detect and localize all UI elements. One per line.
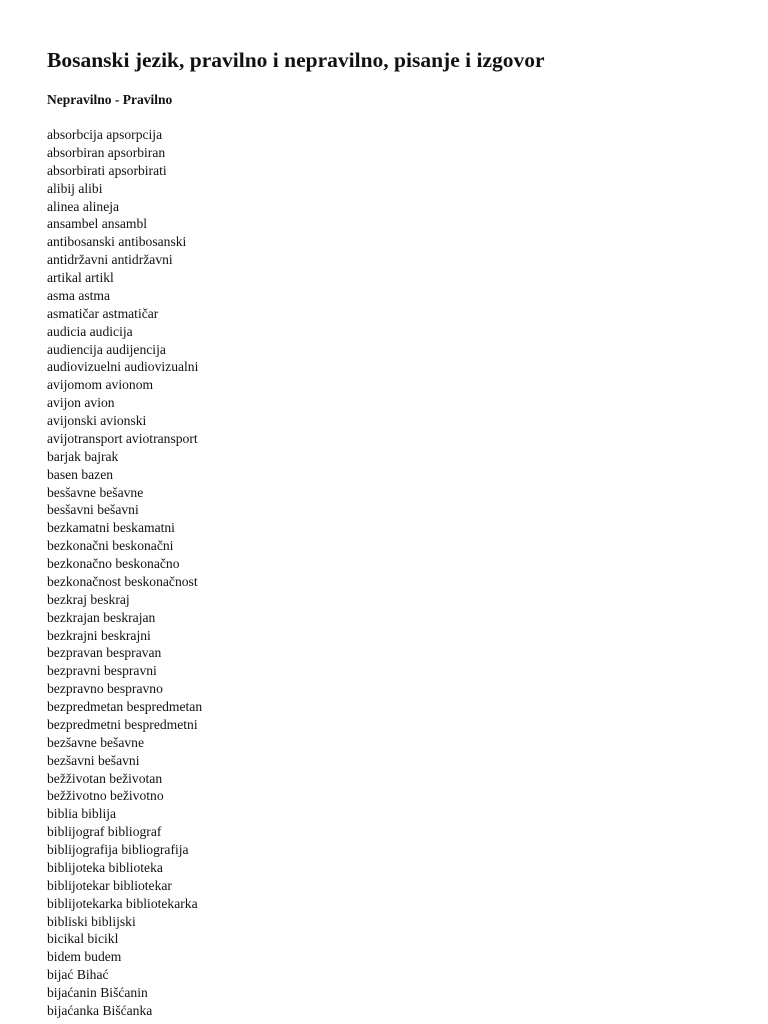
word-list-item: biblijotekarka bibliotekarka — [47, 895, 198, 911]
word-list-item: bidem budem — [47, 949, 122, 965]
word-list-item: bibliski biblijski — [47, 913, 136, 929]
word-list-item: bezkonačno beskonačno — [47, 556, 180, 571]
word-list-item: audiovizuelni audiovizualni — [47, 359, 199, 375]
word-list-item: avijotransport aviotransport — [47, 430, 198, 446]
word-list-item: barjak bajrak — [47, 448, 119, 464]
word-list-item: basen bazen — [47, 466, 114, 482]
word-list-item: antibosanski antibosanski — [47, 234, 187, 250]
word-list-item: bijaćanin Bišćanin — [47, 985, 148, 1000]
word-list-item: biblia biblija — [47, 806, 117, 822]
word-list-item: biblijograf bibliograf — [47, 824, 162, 840]
word-list-item: bežživotno beživotno — [47, 788, 164, 804]
word-list-item: audiencija audijencija — [47, 341, 166, 357]
word-list-item: absorbiran apsorbiran — [47, 144, 166, 160]
word-list-item: avijonski avionski — [47, 413, 147, 428]
word-list-item: asmatičar astmatičar — [47, 305, 159, 321]
word-list-item: antidržavni antidržavni — [47, 252, 173, 268]
word-list-item: bezšavne bešavne — [47, 734, 144, 750]
word-list-item: asma astma — [47, 287, 111, 303]
word-list-item: biblijotekar bibliotekar — [47, 877, 172, 893]
word-list-item: bezpredmetan bespredmetan — [47, 699, 203, 714]
word-list-item: alinea alineja — [47, 198, 120, 214]
word-list-item: alibij alibi — [47, 180, 103, 196]
word-list-item: bicikal bicikl — [47, 931, 119, 947]
word-list-item: absorbirati apsorbirati — [47, 162, 167, 178]
word-list-item: bijaćanka Bišćanka — [47, 1002, 153, 1018]
word-list-item: besšavni bešavni — [47, 502, 139, 518]
document-title: Bosanski jezik, pravilno i nepravilno, pisanje i izgovor — [47, 48, 545, 72]
word-list-item: besšavne bešavne — [47, 484, 144, 500]
word-list-item: bezpravni bespravni — [47, 663, 157, 679]
word-list-item: bezkonačni beskonačni — [47, 538, 174, 554]
word-list-item: bezpravno bespravno — [47, 681, 163, 697]
word-list-item: audicia audicija — [47, 323, 133, 339]
word-list-item: bezpravan bespravan — [47, 645, 162, 661]
word-list-item: bezkamatni beskamatni — [47, 520, 175, 536]
word-list-item: ansambel ansambl — [47, 216, 148, 232]
document-subtitle: Nepravilno - Pravilno — [47, 92, 173, 107]
word-list-item: bezkraj beskraj — [47, 591, 130, 607]
word-list-item: avijon avion — [47, 395, 115, 411]
word-list-item: avijomom avionom — [47, 377, 154, 393]
word-list — [47, 126, 202, 1020]
word-list-item: bijać Bihać — [47, 967, 109, 983]
word-list-item: bezkrajni beskrajni — [47, 627, 151, 643]
word-list-item: absorbcija apsorpcija — [47, 127, 163, 142]
word-list-item: biblijografija bibliografija — [47, 842, 189, 857]
word-list-item: bezšavni bešavni — [47, 752, 140, 768]
word-list-item: biblijoteka biblioteka — [47, 859, 163, 875]
word-list-item: bezpredmetni bespredmetni — [47, 716, 198, 732]
word-list-item: bežživotan beživotan — [47, 770, 163, 786]
word-list-item: bezkrajan beskrajan — [47, 609, 156, 625]
word-list-item: artikal artikl — [47, 270, 114, 285]
word-list-item: bezkonačnost beskonačnost — [47, 573, 198, 589]
